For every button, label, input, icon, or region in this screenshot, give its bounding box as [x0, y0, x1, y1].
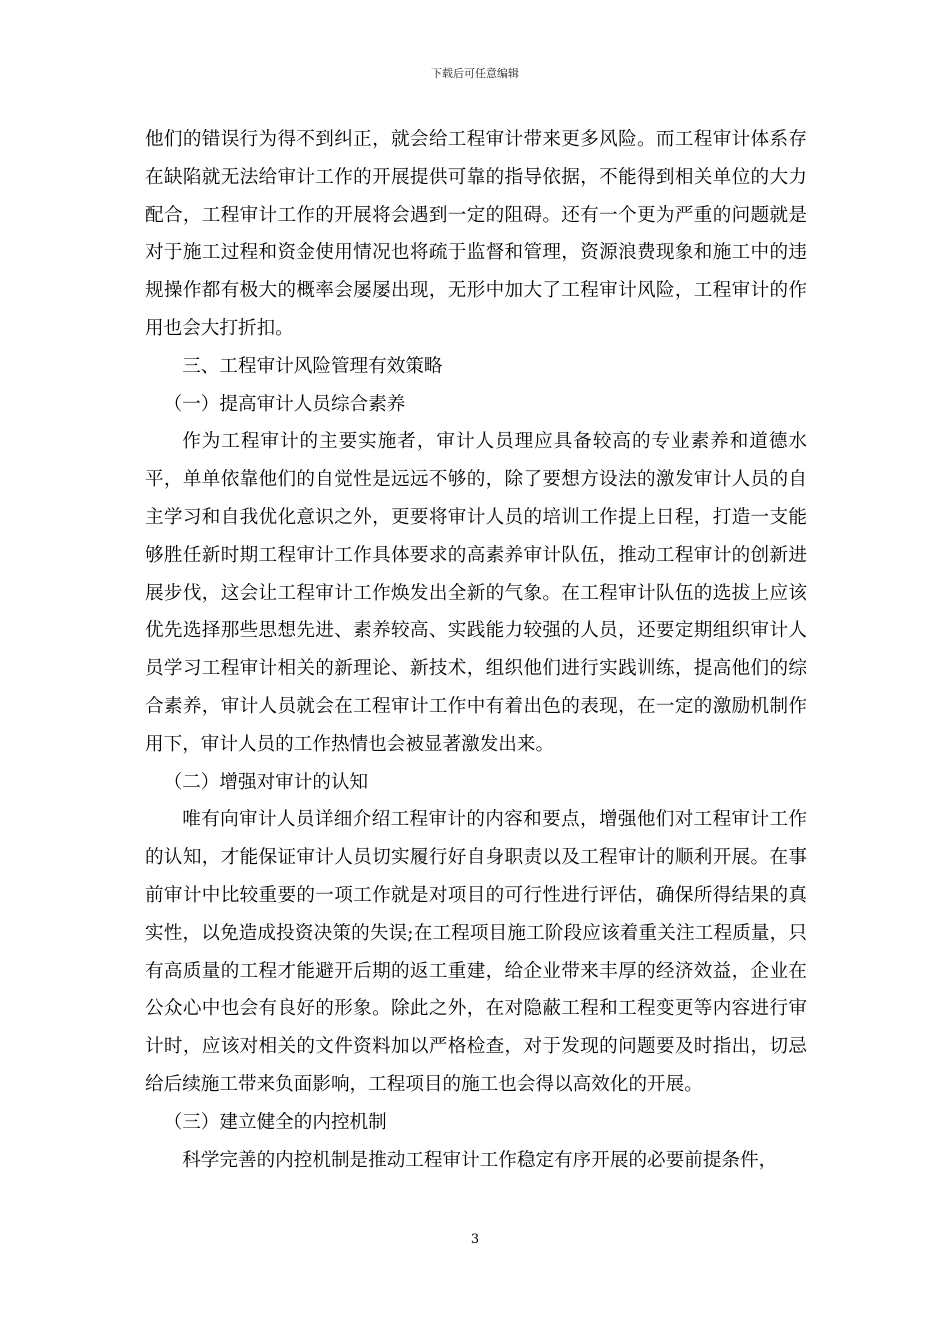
paragraph-continuation: 他们的错误行为得不到纠正，就会给工程审计带来更多风险。而工程审计体系存在缺陷就无法给审计工作的开展提供可靠的指导依据，不能得到相关单位的大力配合，工程审计工作的开展将会遇到一定的阻碍。还有一个更为严重的问题就是对于施工过程和资金使用情况也将疏于监督和管理，资源浪费现象和施工中的违规操作都有极大的概率会屡屡出现，无形中加大了工程审计风险，工程审计的作用也会大打折扣。 [145, 129, 807, 339]
subsection-heading-3: （三）建立健全的内控机制 [163, 1111, 387, 1133]
subsection-heading-2: （二）增强对审计的认知 [163, 771, 369, 793]
paragraph-internal-control: 科学完善的内控机制是推动工程审计工作稳定有序开展的必要前提条件， [182, 1149, 778, 1171]
subsection-heading-1: （一）提高审计人员综合素养 [163, 393, 406, 415]
paragraph-staff-quality: 作为工程审计的主要实施者，审计人员理应具备较高的专业素养和道德水平，单单依靠他们的自觉性是远远不够的，除了要想方设法的激发审计人员的自主学习和自我优化意识之外，更要将审计人员的培训工作提上日程，打造一支能够胜任新时期工程审计工作具体要求的高素养审计队伍，推动工程审计的创新进展步伐，这会让工程审计工作焕发出全新的气象。在工程审计队伍的选拔上应该优先选择那些思想先进、素养较高、实践能力较强的人员，还要定期组织审计人员学习工程审计相关的新理论、新技术，组织他们进行实践训练，提高他们的综合素养，审计人员就会在工程审计工作中有着出色的表现，在一定的激励机制作用下，审计人员的工作热情也会被显著激发出来。 [145, 431, 807, 755]
page-header: 下载后可任意编辑 [431, 67, 519, 80]
document-body [145, 121, 807, 1179]
page-number: 3 [470, 1232, 480, 1247]
section-heading: 三、工程审计风险管理有效策略 [182, 355, 443, 377]
paragraph-audit-awareness: 唯有向审计人员详细介绍工程审计的内容和要点，增强他们对工程审计工作的认知，才能保证审计人员切实履行好自身职责以及工程审计的顺利开展。在事前审计中比较重要的一项工作就是对项目的可行性进行评估，确保所得结果的真实性，以免造成投资决策的失误;在工程项目施工阶段应该着重关注工程质量，只有高质量的工程才能避开后期的返工重建，给企业带来丰厚的经济效益，企业在公众心中也会有良好的形象。除此之外，在对隐蔽工程和工程变更等内容进行审计时，应该对相关的文件资料加以严格检查，对于发现的问题要及时指出，切忌给后续施工带来负面影响，工程项目的施工也会得以高效化的开展。 [145, 809, 807, 1095]
